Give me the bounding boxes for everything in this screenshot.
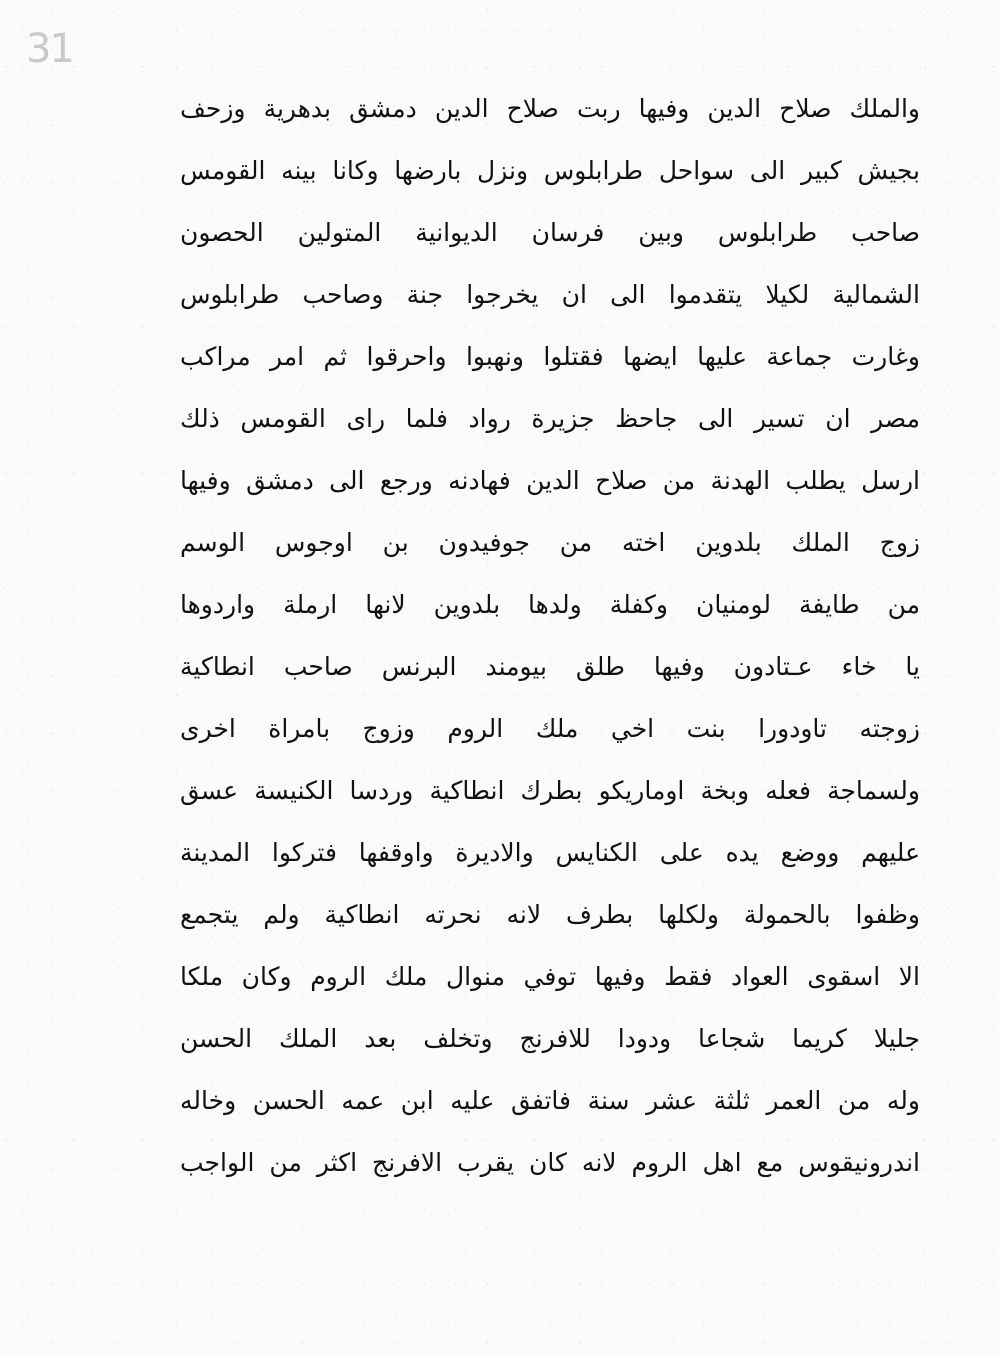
manuscript-line-6: مصر ان تسير الى جاحظ جزيرة رواد فلما راى القومس ذلك <box>180 404 920 433</box>
manuscript-line-15: الا اسقوى العواد فقط وفيها توفي منوال ملك الروم وكان ملكا <box>180 962 920 991</box>
manuscript-line-13: عليهم ووضع يده على الكنايس والاديرة واوقفها فتركوا المدينة <box>180 838 920 867</box>
manuscript-line-10: يا خاء عـتادون وفيها طلق بيومند البرنس صاحب انطاكية <box>180 652 920 681</box>
manuscript-line-18: اندرونيقوس مع اهل الروم لانه كان يقرب الافرنج اكثر من الواجب <box>180 1148 920 1177</box>
folio-number: 31 <box>26 26 73 72</box>
manuscript-line-11: زوجته تاودورا بنت اخي ملك الروم وزوج بامراة اخرى <box>180 714 920 743</box>
manuscript-line-8: زوج الملك بلدوين اخته من جوفيدون بن اوجوس الوسم <box>180 528 920 557</box>
manuscript-line-2: بجيش كبير الى سواحل طرابلوس ونزل بارضها وكانا بينه القومس <box>180 156 920 185</box>
manuscript-line-5: وغارت جماعة عليها ايضها فقتلوا ونهبوا واحرقوا ثم امر مراكب <box>180 342 920 371</box>
manuscript-line-9: من طايفة لومنيان وكفلة ولدها بلدوين لانها ارملة واردوها <box>180 590 920 619</box>
manuscript-line-7: ارسل يطلب الهدنة من صلاح الدين فهادنه ورجع الى دمشق وفيها <box>180 466 920 495</box>
manuscript-line-3: صاحب طرابلوس وبين فرسان الديوانية المتولين الحصون <box>180 218 920 247</box>
manuscript-line-14: وظفوا بالحمولة ولكلها بطرف لانه نحرته انطاكية ولم يتجمع <box>180 900 920 929</box>
manuscript-line-12: ولسماجة فعله وبخة اوماريكو بطرك انطاكية وردسا الكنيسة عسق <box>180 776 920 805</box>
manuscript-line-4: الشمالية لكيلا يتقدموا الى ان يخرجوا جنة وصاحب طرابلوس <box>180 280 920 309</box>
manuscript-line-1: والملك صلاح الدين وفيها ربت صلاح الدين دمشق بدهرية وزحف <box>180 94 920 123</box>
manuscript-line-16: جليلا كريما شجاعا ودودا للافرنج وتخلف بعد الملك الحسن <box>180 1024 920 1053</box>
manuscript-line-17: وله من العمر ثلثة عشر سنة فاتفق عليه ابن عمه الحسن وخاله <box>180 1086 920 1115</box>
manuscript-text-block <box>180 78 920 1194</box>
